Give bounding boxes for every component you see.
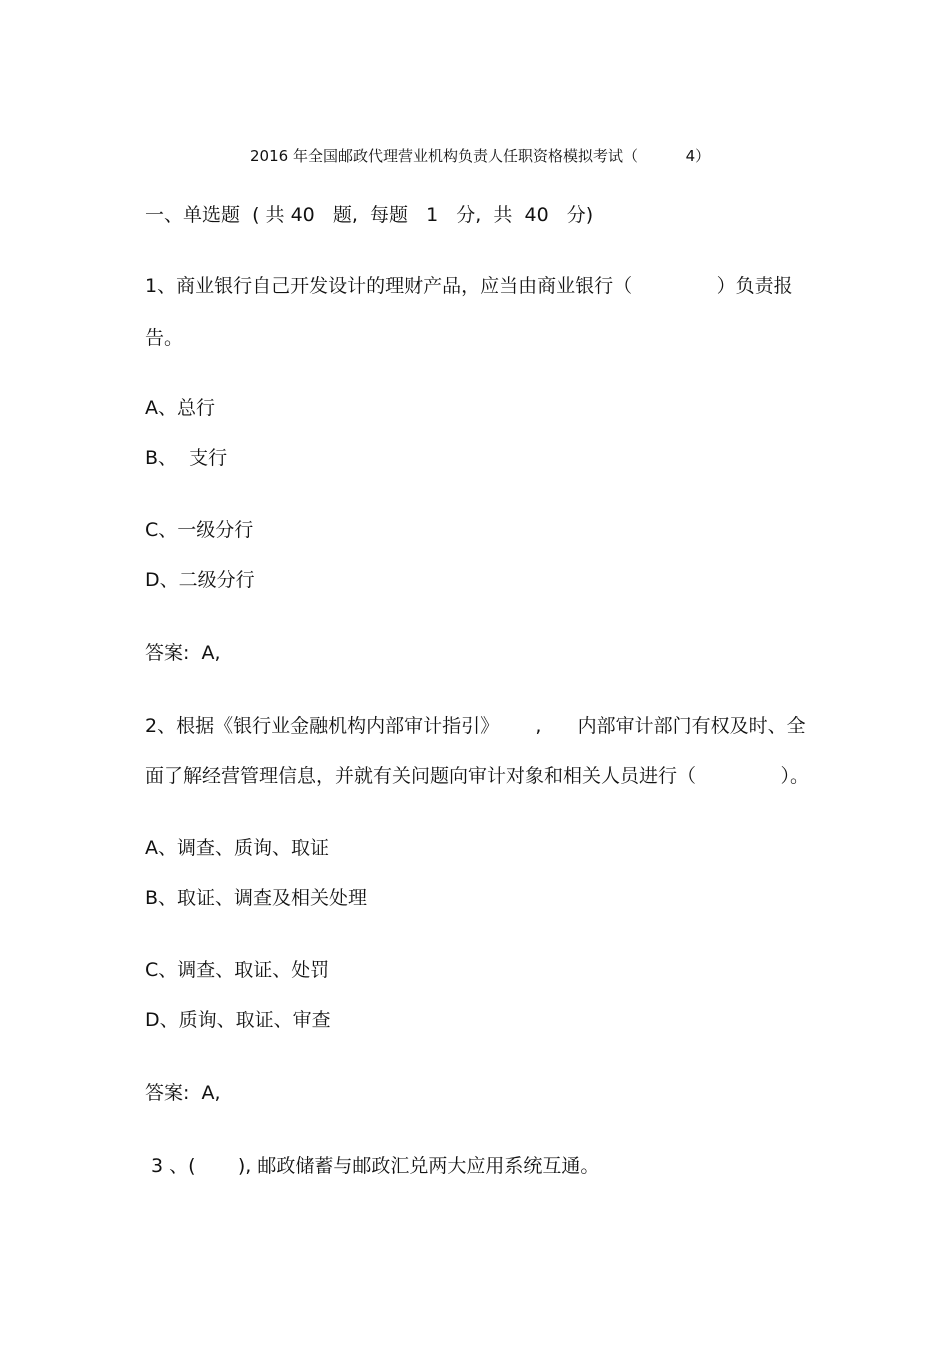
- question-1-stem-line-1: 1、商业银行自己开发设计的理财产品，应当由商业银行（ ）负责报: [145, 275, 793, 297]
- question-1-answer: 答案: A,: [145, 642, 221, 664]
- question-1-option-d: D、二级分行: [145, 569, 255, 591]
- question-2-option-d: D、质询、取证、审查: [145, 1009, 331, 1031]
- question-2-option-b: B、取证、调查及相关处理: [145, 887, 368, 909]
- question-1-option-a: A、总行: [145, 397, 215, 419]
- question-2-answer: 答案: A,: [145, 1082, 221, 1104]
- question-2-option-a: A、调查、质询、取证: [145, 837, 329, 859]
- question-2-stem-line-2: 面了解经营管理信息，并就有关问题向审计对象和相关人员进行（ ）。: [145, 765, 810, 787]
- section-heading: 一、单选题 ( 共 40 题, 每题 1 分, 共 40 分): [145, 204, 594, 226]
- question-2-stem-line-1: 2、根据《银行业金融机构内部审计指引》 , 内部审计部门有权及时、全: [145, 715, 806, 737]
- question-2-option-c: C、调查、取证、处罚: [145, 959, 330, 981]
- question-3-stem-line-1: 3 、( ), 邮政储蓄与邮政汇兑两大应用系统互通。: [145, 1155, 600, 1177]
- question-1-option-b: B、 支行: [145, 447, 228, 469]
- document-title: 2016 年全国邮政代理营业机构负责人任职资格模拟考试（ 4）: [250, 147, 711, 165]
- question-1-option-c: C、一级分行: [145, 519, 254, 541]
- question-1-stem-line-2: 告。: [145, 327, 184, 349]
